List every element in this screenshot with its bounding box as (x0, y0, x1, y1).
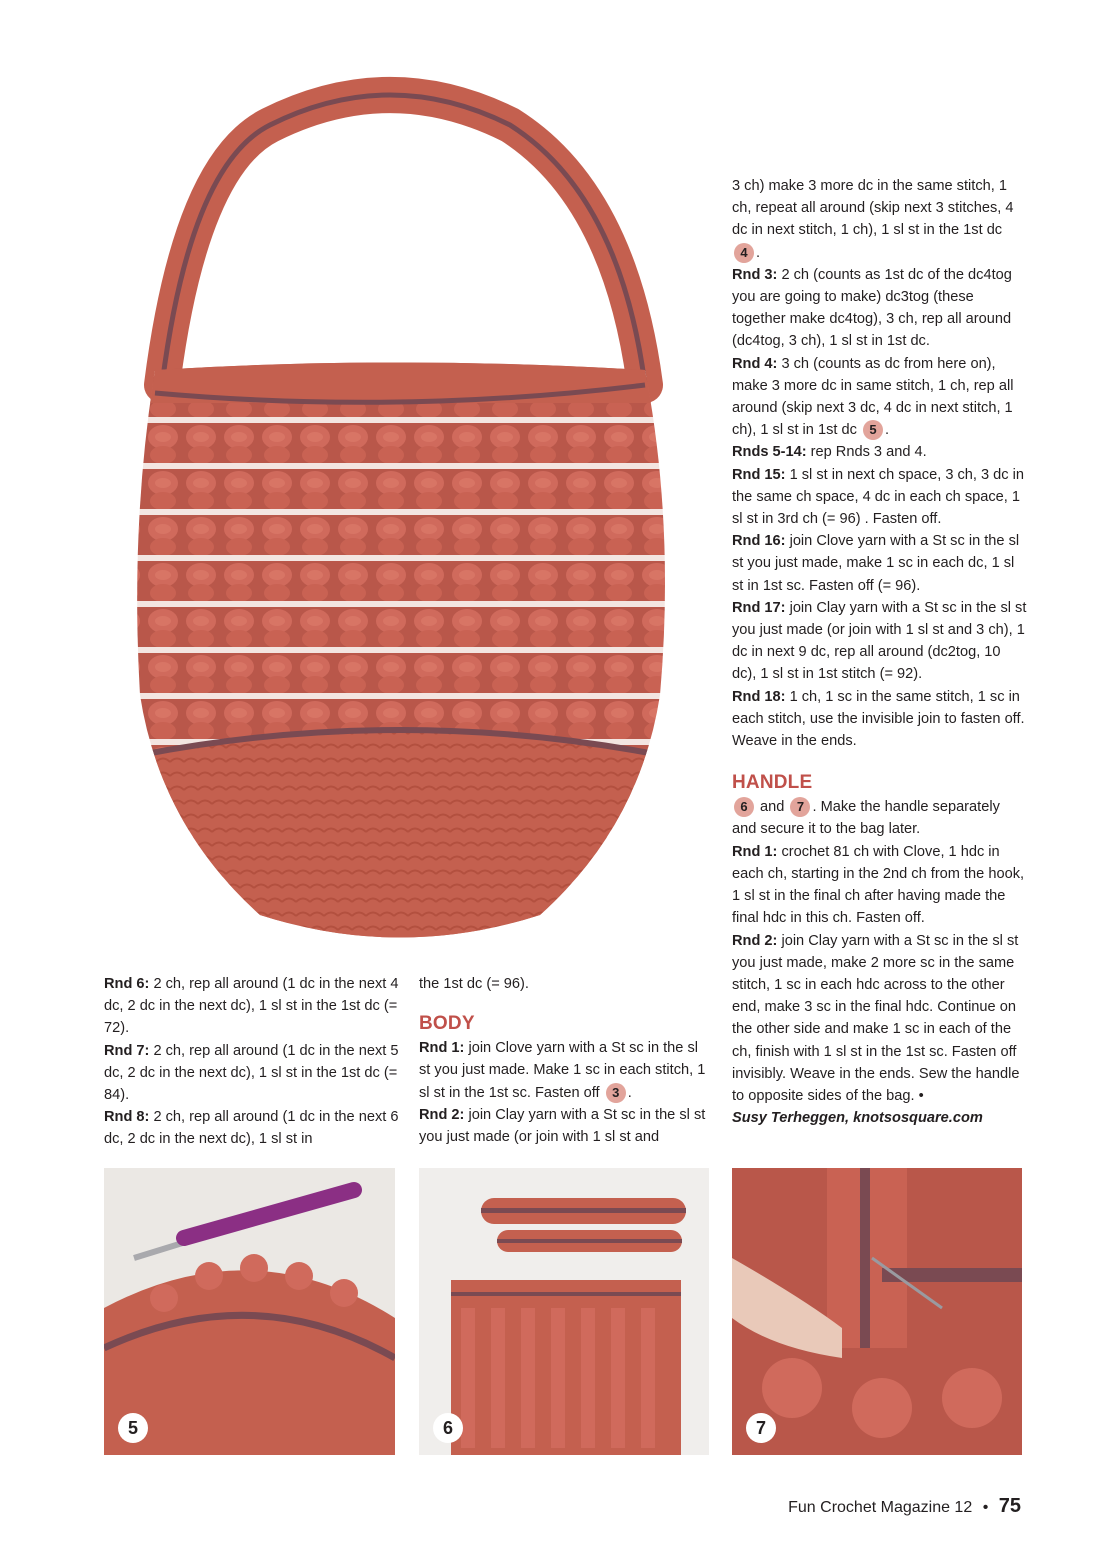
line-text: crochet 81 ch with Clove, 1 hdc in each ch, starting in the 2nd ch from the hook, 1 sl st in the final ch after having made the final hdc in this ch. Fasten off. (732, 843, 1025, 927)
line-text: join Clay yarn with a St sc in the sl st you just made (or join with 1 sl st and 3 ch), 1 dc in next 9 dc, rep all around (dc2tog, 10 dc), 1 sl st in 1st stitch (= 92). (732, 599, 1027, 683)
round-label: Rnd 1: (419, 1040, 465, 1057)
round-label: Rnd 1: (732, 843, 778, 860)
continuation-line: the 1st dc (= 96). (419, 976, 529, 992)
round-label: Rnd 2: (732, 932, 778, 949)
line-text: join Clove yarn with a St sc in the sl st you just made. Make 1 sc in each stitch, 1 sl st in the 1st sc. Fasten off (419, 1040, 706, 1101)
middle-column-text (419, 973, 709, 1148)
instruction-line (732, 530, 1027, 597)
page-number: 75 (998, 1495, 1021, 1517)
instruction-line (732, 353, 1027, 442)
line-text: join Clay yarn with a St sc in the sl st you just made, make 2 more sc in the same stitch, 1 sc in each hdc across to the other end, make 3 sc in the final hdc. Continue on the other side and make 1 sc in each of the ch, finish with 1 sl st in the 1st sc. Fasten off invisibly. Weave in the ends. Sew the handle to opposite sides of the bag. • (732, 932, 1020, 1104)
step-badge-7: 7 (790, 797, 810, 817)
round-label: Rnd 4: (732, 355, 778, 372)
line-text: 1 sl st in next ch space, 3 ch, 3 dc in the same ch space, 4 dc in each ch space, 1 sl st in 3rd ch (= 96) . Fasten off. (732, 466, 1025, 528)
instruction-line (732, 175, 1027, 264)
step-badge-4: 4 (734, 243, 754, 263)
instruction-line (732, 441, 1027, 463)
photo-label-5: 5 (118, 1413, 148, 1443)
instruction-line (732, 597, 1027, 686)
bag-photo-icon (100, 55, 700, 970)
instruction-line (104, 1040, 399, 1107)
photo-label-7: 7 (746, 1413, 776, 1443)
round-label: Rnd 2: (419, 1106, 465, 1123)
round-label: Rnd 17: (732, 599, 786, 616)
instruction-line (419, 1037, 709, 1104)
round-label: Rnd 15: (732, 466, 786, 483)
instruction-line (104, 1106, 399, 1150)
photo-5 (104, 1168, 395, 1455)
footer-bullet: • (982, 1499, 989, 1516)
photo-label-6: 6 (433, 1413, 463, 1443)
photo-6 (419, 1168, 709, 1455)
line-text: 2 ch, rep all around (1 dc in the next 6 dc, 2 dc in the next dc), 1 sl st in (104, 1109, 399, 1148)
left-column-text (104, 973, 399, 1151)
line-text: 3 ch) make 3 more dc in the same stitch, 1 ch, repeat all around (skip next 3 stitches, 4 dc in next stitch, 1 ch), 1 sl st in the 1st dc (732, 178, 1014, 239)
handle-heading: HANDLE (732, 772, 813, 794)
round-label: Rnds 5-14: (732, 444, 807, 461)
line-text: 2 ch (counts as 1st dc of the dc4tog you are going to make) dc3tog (these together make dc4tog), 3 ch, rep all around (dc4tog, 3 ch), 1 sl st in 1st dc. (732, 266, 1012, 350)
instruction-line (732, 930, 1027, 1108)
line-text: join Clove yarn with a St sc in the sl st you just made, make 1 sc in each dc, 1 sl st in 1st sc. Fasten off (= 96). (732, 533, 1020, 594)
instruction-line (732, 264, 1027, 353)
step-badge-5: 5 (863, 420, 883, 440)
bag-base-photo-icon (104, 1168, 395, 1455)
step-badge-3: 3 (606, 1083, 626, 1103)
magazine-name: Fun Crochet Magazine 12 (788, 1499, 973, 1516)
line-suffix: . (756, 244, 761, 261)
line-text: 2 ch, rep all around (1 dc in the next 5 dc, 2 dc in the next dc), 1 sl st in the 1st dc (= 84). (104, 1042, 399, 1104)
line-suffix: . (627, 1084, 632, 1101)
handle-intro (732, 796, 1027, 840)
line-text: 1 ch, 1 sc in the same stitch, 1 sc in each stitch, use the invisible join to fasten off. Weave in the ends. (732, 688, 1025, 750)
and-text: and (756, 799, 789, 816)
designer-credit: Susy Terheggen, knotsosquare.com (732, 1110, 983, 1127)
instruction-line (732, 686, 1027, 753)
step-badge-6: 6 (734, 797, 754, 817)
sewing-handle-photo-icon (732, 1168, 1022, 1455)
line-text: 2 ch, rep all around (1 dc in the next 4 dc, 2 dc in the next dc), 1 sl st in the 1st dc (= 72). (104, 976, 399, 1037)
instruction-line (732, 841, 1027, 930)
body-heading: BODY (419, 1013, 475, 1035)
right-column-text (732, 175, 1027, 1129)
line-suffix: . (884, 422, 890, 439)
main-bag-photo (100, 55, 700, 970)
intro-text: . Make the handle separately and secure it to the bag later. (732, 799, 1000, 838)
round-label: Rnd 8: (104, 1109, 150, 1126)
round-label: Rnd 3: (732, 266, 778, 283)
line-text: rep Rnds 3 and 4. (806, 444, 927, 461)
round-label: Rnd 6: (104, 976, 150, 992)
page-footer (788, 1495, 1021, 1518)
line-text: 3 ch (counts as dc from here on), make 3 more dc in same stitch, 1 ch, rep all around (skip next 3 dc, 4 dc in next stitch, 1 ch), 1 sl st in 1st dc (732, 355, 1014, 439)
line-text: join Clay yarn with a St sc in the sl st you just made (or join with 1 sl st and (419, 1106, 706, 1146)
round-label: Rnd 18: (732, 688, 786, 705)
round-label: Rnd 16: (732, 533, 786, 550)
instruction-line (104, 973, 399, 1040)
instruction-line (419, 1104, 709, 1148)
instruction-line (732, 464, 1027, 531)
round-label: Rnd 7: (104, 1042, 150, 1059)
photo-7 (732, 1168, 1022, 1455)
bag-body-and-handle-photo-icon (419, 1168, 709, 1455)
